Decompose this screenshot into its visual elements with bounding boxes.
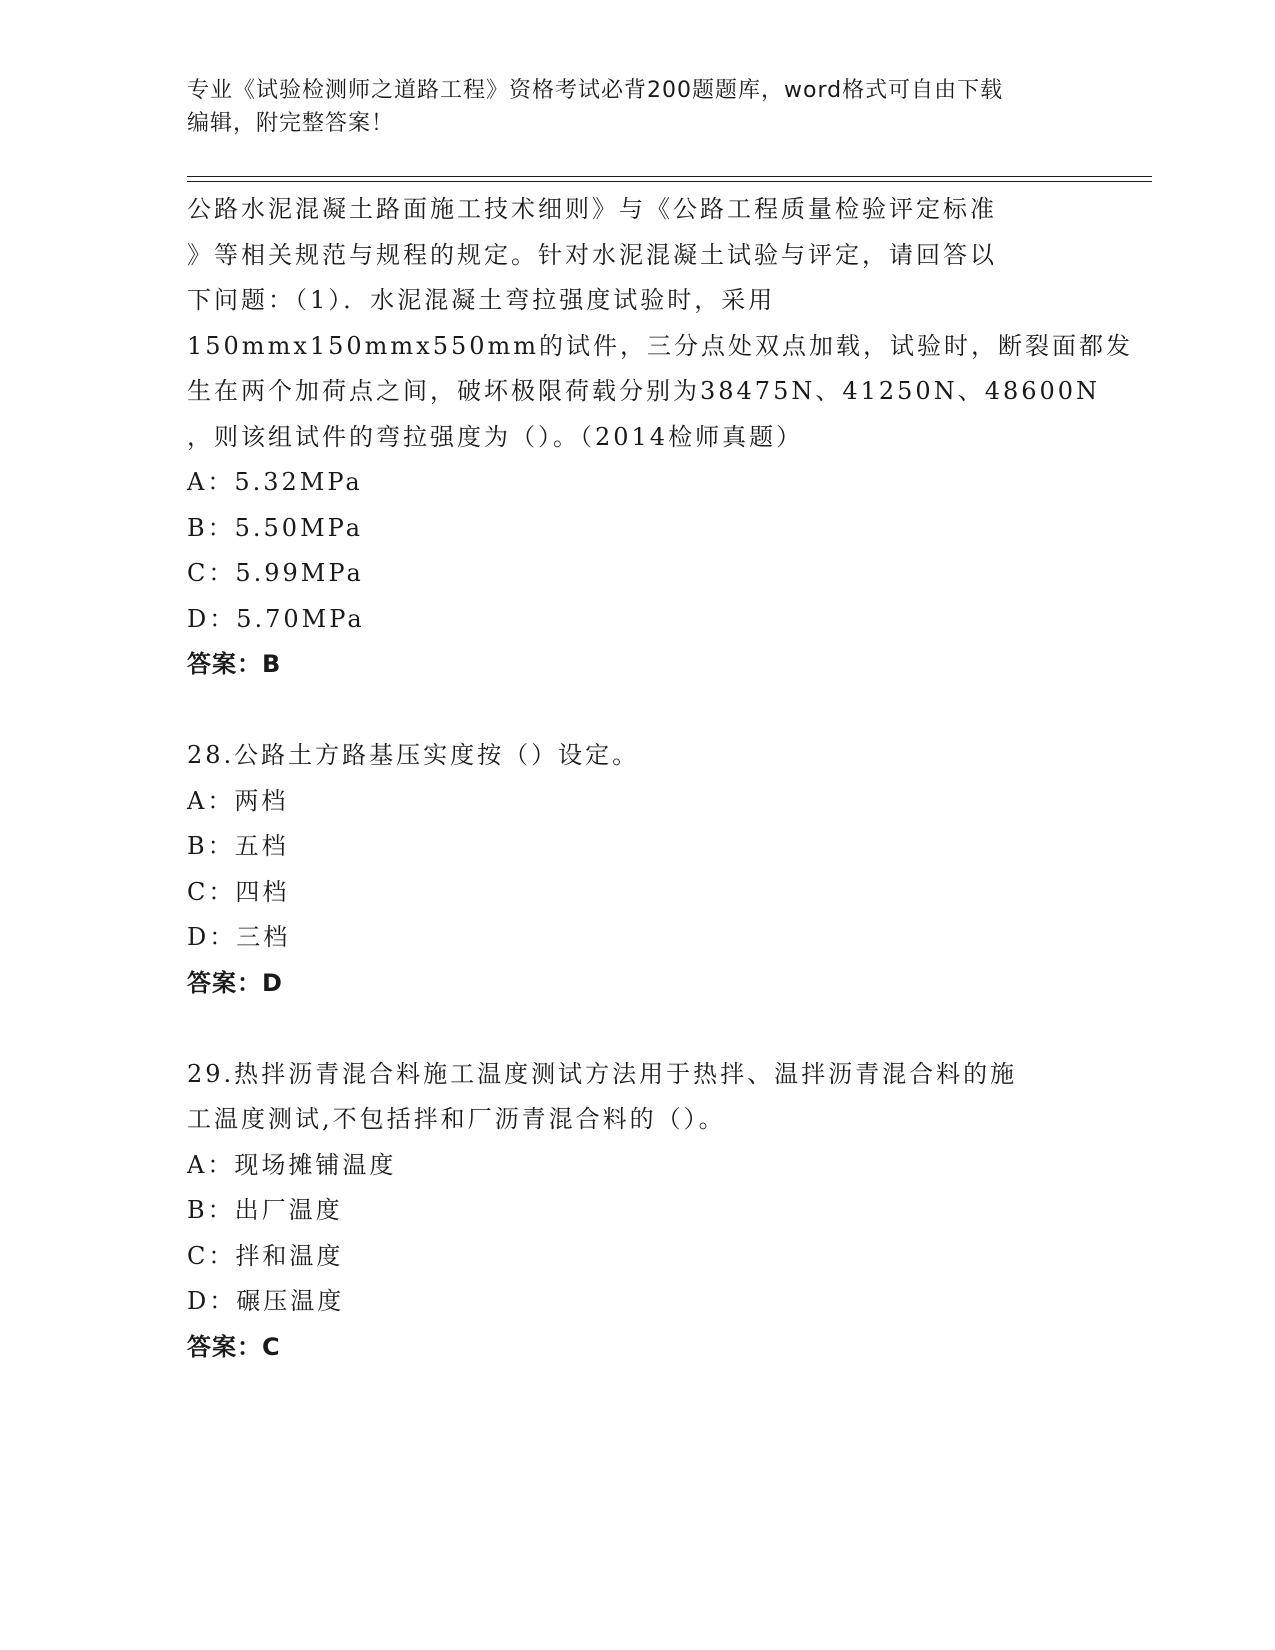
question-29 bbox=[187, 1052, 1087, 1371]
question-body bbox=[187, 187, 1134, 1370]
question-27-option-c: C：5.99MPa bbox=[187, 559, 364, 587]
question-gap bbox=[187, 688, 1087, 734]
question-gap bbox=[187, 1006, 1087, 1052]
question-29-option-a: A：现场摊铺温度 bbox=[187, 1150, 397, 1179]
question-27-answer: 答案：B bbox=[187, 650, 282, 678]
question-27-line-4: 150mmx150mmx550mm的试件，三分点处双点加载，试验时，断裂面都发 bbox=[187, 331, 1134, 360]
question-28-line-1: 28.公路土方路基压实度按（）设定。 bbox=[187, 741, 640, 769]
question-27-line-6: ，则该组试件的弯拉强度为（）。（2014检师真题） bbox=[187, 422, 804, 451]
question-29-option-c: C：拌和温度 bbox=[187, 1241, 344, 1270]
question-28-option-b: B：五档 bbox=[187, 832, 289, 860]
question-27-option-d: D：5.70MPa bbox=[187, 604, 365, 633]
header-divider-top bbox=[187, 176, 1152, 177]
question-28-answer: 答案：D bbox=[187, 968, 283, 997]
question-28 bbox=[187, 733, 1087, 1006]
question-29-option-d: D：碾压温度 bbox=[187, 1287, 345, 1315]
question-29-line-2: 工温度测试,不包括拌和厂沥青混合料的（）。 bbox=[187, 1105, 726, 1133]
question-27 bbox=[187, 187, 1134, 688]
header-line-1: 专业《试验检测师之道路工程》资格考试必背200题题库，word格式可自由下载 bbox=[187, 78, 1004, 103]
question-27-line-1: 公路水泥混凝土路面施工技术细则》与《公路工程质量检验评定标准 bbox=[187, 195, 997, 223]
header-divider-bottom bbox=[187, 181, 1152, 182]
question-27-option-a: A：5.32MPa bbox=[187, 468, 363, 496]
question-27-line-3: 下问题：（1）．水泥混凝土弯拉强度试验时，采用 bbox=[187, 286, 776, 314]
question-27-line-2: 》等相关规范与规程的规定。针对水泥混凝土试验与评定，请回答以 bbox=[187, 240, 997, 269]
question-29-line-1: 29.热拌沥青混合料施工温度测试方法用于热拌、温拌沥青混合料的施 bbox=[187, 1059, 1018, 1088]
question-29-answer: 答案：C bbox=[187, 1332, 281, 1361]
question-27-line-5: 生在两个加荷点之间，破坏极限荷载分别为38475N、41250N、48600N bbox=[187, 377, 1101, 405]
question-28-option-a: A：两档 bbox=[187, 786, 289, 815]
header-line-2: 编辑，附完整答案！ bbox=[187, 111, 395, 136]
question-27-option-b: B：5.50MPa bbox=[187, 513, 364, 542]
question-28-option-d: D：三档 bbox=[187, 923, 291, 951]
question-29-option-b: B：出厂温度 bbox=[187, 1196, 343, 1224]
question-28-option-c: C：四档 bbox=[187, 877, 290, 906]
document-header bbox=[187, 74, 1087, 140]
